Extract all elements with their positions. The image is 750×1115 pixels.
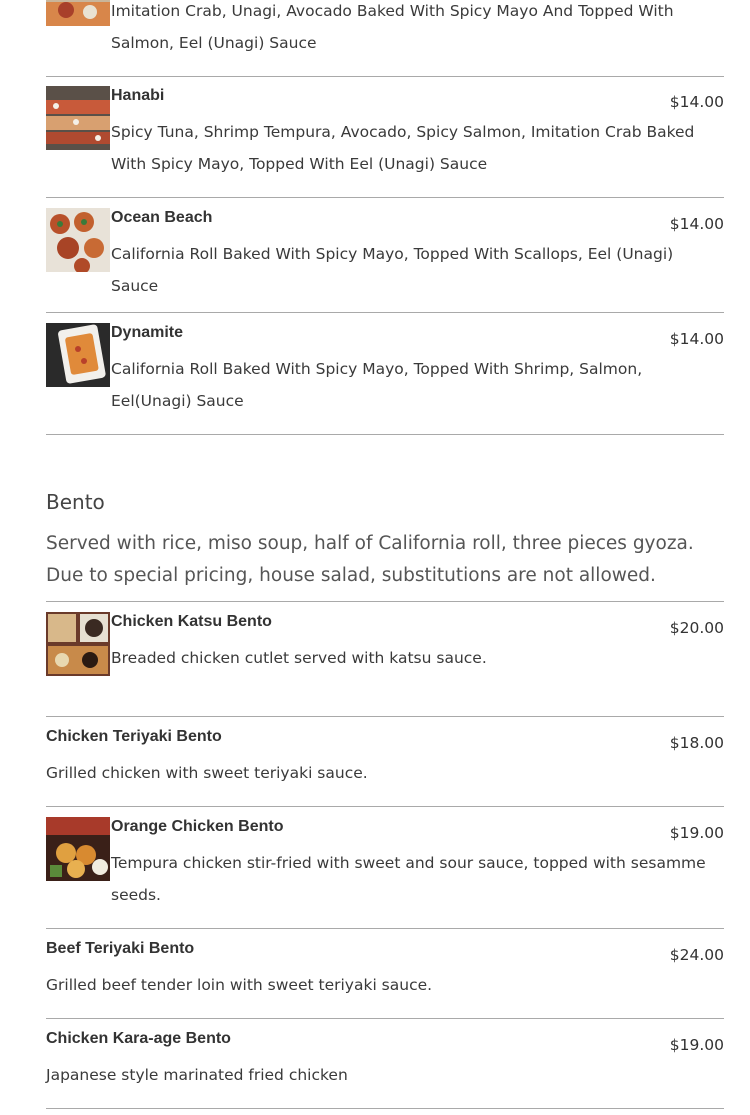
item-price: $19.00: [669, 824, 724, 842]
sushi-photo-icon: [46, 208, 110, 272]
section-description: Served with rice, miso soup, half of California roll, three pieces gyoza. Due to special pricing, house salad, substitutions are not allowed.: [46, 533, 694, 586]
item-name: Chicken Katsu Bento: [111, 613, 272, 630]
item-description: Japanese style marinated fried chicken: [46, 1066, 348, 1084]
menu-item-beef-teriyaki-bento[interactable]: [46, 929, 724, 1019]
item-price: $14.00: [669, 93, 724, 111]
item-name: Chicken Kara-age Bento: [46, 1030, 231, 1047]
menu-item-ocean-beach[interactable]: [46, 198, 724, 313]
section-title: Bento: [46, 490, 105, 514]
sushi-photo-icon: [46, 86, 110, 150]
item-name: Hanabi: [111, 87, 165, 104]
item-price: $18.00: [669, 734, 724, 752]
item-name: Ocean Beach: [111, 209, 213, 226]
menu-item-orange-chicken-bento[interactable]: [46, 807, 724, 929]
item-description: Grilled chicken with sweet teriyaki sauce.: [46, 764, 368, 782]
item-price: $14.00: [669, 330, 724, 348]
sushi-photo-icon: [46, 0, 110, 26]
item-description: Breaded chicken cutlet served with katsu sauce.: [111, 649, 487, 667]
menu-item-chicken-katsu-bento[interactable]: [46, 602, 724, 717]
dish-photo-icon: [46, 323, 110, 387]
item-name: Dynamite: [111, 324, 184, 341]
item-price: $24.00: [669, 946, 724, 964]
item-description: Spicy Tuna, Shrimp Tempura, Avocado, Spicy Salmon, Imitation Crab Baked With Spicy Mayo, Topped With Eel (Unagi) Sauce: [111, 123, 695, 173]
bento-photo-icon: [46, 817, 110, 881]
item-price: $19.00: [669, 1036, 724, 1054]
item-name: Chicken Teriyaki Bento: [46, 728, 222, 745]
item-price: $20.00: [669, 619, 724, 637]
menu-item-chicken-teriyaki-bento[interactable]: [46, 717, 724, 807]
item-description: California Roll Baked With Spicy Mayo, Topped With Shrimp, Salmon, Eel(Unagi) Sauce: [111, 360, 643, 410]
item-description: California Roll Baked With Spicy Mayo, Topped With Scallops, Eel (Unagi) Sauce: [111, 245, 674, 295]
menu-item-partial[interactable]: [46, 0, 724, 77]
item-description: Grilled beef tender loin with sweet teriyaki sauce.: [46, 976, 433, 994]
item-name: Beef Teriyaki Bento: [46, 940, 195, 957]
menu-item-hanabi[interactable]: [46, 76, 724, 198]
bento-photo-icon: [46, 612, 110, 676]
menu-item-dynamite[interactable]: [46, 313, 724, 435]
item-description: Imitation Crab, Unagi, Avocado Baked With Spicy Mayo And Topped With Salmon, Eel (Unagi) Sauce: [111, 2, 674, 52]
item-name: Orange Chicken Bento: [111, 818, 284, 835]
menu-item-chicken-karaage-bento[interactable]: [46, 1019, 724, 1109]
item-description: Tempura chicken stir-fried with sweet and sour sauce, topped with sesamme seeds.: [111, 854, 706, 904]
item-price: $14.00: [669, 215, 724, 233]
